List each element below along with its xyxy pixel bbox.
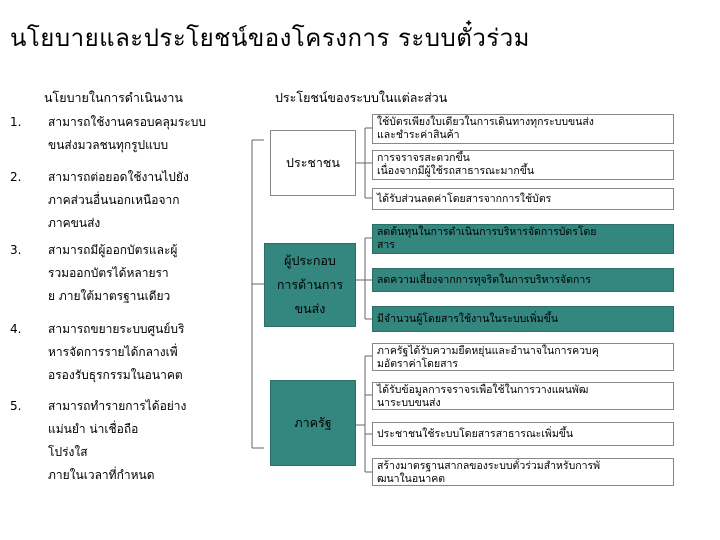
benefit-line: ภาครัฐได้รับความยืดหยุ่นและอำนาจในการควบคุ xyxy=(377,345,599,357)
policy-number: 2. xyxy=(10,170,22,184)
group-government xyxy=(270,380,356,466)
benefit-item xyxy=(372,382,674,410)
policy-line: ภาคขนส่ง xyxy=(48,216,101,230)
benefit-line: ได้รับส่วนลดค่าโดยสารจากการใช้บัตร xyxy=(377,193,552,205)
policy-number: 3. xyxy=(10,243,22,257)
policy-line: ภายในเวลาที่กำหนด xyxy=(48,468,155,482)
benefit-line: มอัตราค่าโดยสาร xyxy=(377,358,459,370)
benefit-line: ใช้บัตรเพียงใบเดียวในการเดินทางทุกระบบขนส่ง xyxy=(377,116,594,128)
policy-line: แม่นยำ น่าเชื่อถือ xyxy=(48,422,139,436)
policy-line: สามารถขยายระบบศูนย์บริ xyxy=(48,322,185,336)
benefit-item xyxy=(372,268,674,292)
benefit-line: ฒนาในอนาคต xyxy=(377,473,446,485)
benefit-line: และชำระค่าสินค้า xyxy=(377,129,460,141)
policy-line: ขนส่งมวลชนทุกรูปแบบ xyxy=(48,138,169,152)
benefit-line: เนื่องจากมีผู้ใช้รถสาธารณะมากขึ้น xyxy=(377,165,535,177)
benefit-line: มีจำนวนผู้โดยสารใช้งานในระบบเพิ่มขึ้น xyxy=(377,313,559,325)
policy-column-header: นโยบายในการดำเนินงาน xyxy=(44,90,183,105)
page-title: นโยบายและประโยชน์ของโครงการ ระบบตั๋วร่วม xyxy=(10,24,530,52)
benefit-line: ลดต้นทุนในการดำเนินการบริหารจัดการบัตรโดย xyxy=(377,226,597,238)
benefit-line: ลดความเสี่ยงจากการทุจริตในการบริหารจัดการ xyxy=(377,274,591,286)
benefit-item xyxy=(372,422,674,446)
policy-line: รวมออกบัตรได้หลายรา xyxy=(48,266,169,280)
policy-line: สามารถต่อยอดใช้งานไปยัง xyxy=(48,170,189,184)
benefit-item xyxy=(372,306,674,332)
group-label: ผู้ประกอบ xyxy=(284,253,336,268)
benefit-line: สร้างมาตรฐานสากลของระบบตั๋วร่วมสำหรับการพั xyxy=(377,460,601,472)
benefit-line: นาระบบขนส่ง xyxy=(377,397,441,409)
benefit-line: สาร xyxy=(377,239,395,251)
policy-number: 5. xyxy=(10,399,22,413)
benefit-line: ได้รับข้อมูลการจราจรเพื่อใช้ในการวางแผนพัฒ xyxy=(377,384,589,396)
benefit-item xyxy=(372,150,674,180)
benefit-item xyxy=(372,343,674,371)
policy-line: ภาคส่วนอื่นนอกเหนือจาก xyxy=(48,193,180,207)
group-label: ขนส่ง xyxy=(294,301,326,316)
group-label: ภาครัฐ xyxy=(294,415,332,430)
policy-number: 1. xyxy=(10,115,22,129)
policy-number: 4. xyxy=(10,322,22,336)
policy-line: โปร่งใส xyxy=(48,445,88,459)
policy-line: สามารถมีผู้ออกบัตรและผู้ xyxy=(48,243,178,257)
benefit-item xyxy=(372,224,674,254)
group-transport-operators xyxy=(264,243,356,327)
benefit-column-header: ประโยชน์ของระบบในแต่ละส่วน xyxy=(275,90,448,105)
group-label: การด้านการ xyxy=(276,277,344,292)
policy-line: ย ภายใต้มาตรฐานเดียว xyxy=(48,289,171,303)
benefit-item xyxy=(372,188,674,210)
group-public xyxy=(270,130,356,196)
benefit-item xyxy=(372,458,674,486)
policy-line: หารจัดการรายได้กลางเพื่ xyxy=(48,345,178,359)
policy-line: สามารถทำรายการได้อย่าง xyxy=(48,399,187,413)
policy-line: อรองรับธุรกรรมในอนาคต xyxy=(48,368,183,382)
benefit-line: ประชาชนใช้ระบบโดยสารสาธารณะเพิ่มขึ้น xyxy=(377,428,574,440)
group-label: ประชาชน xyxy=(286,155,340,170)
benefit-line: การจราจรสะดวกขึ้น xyxy=(377,152,470,164)
benefit-item xyxy=(372,114,674,144)
policy-line: สามารถใช้งานครอบคลุมระบบ xyxy=(48,115,206,129)
